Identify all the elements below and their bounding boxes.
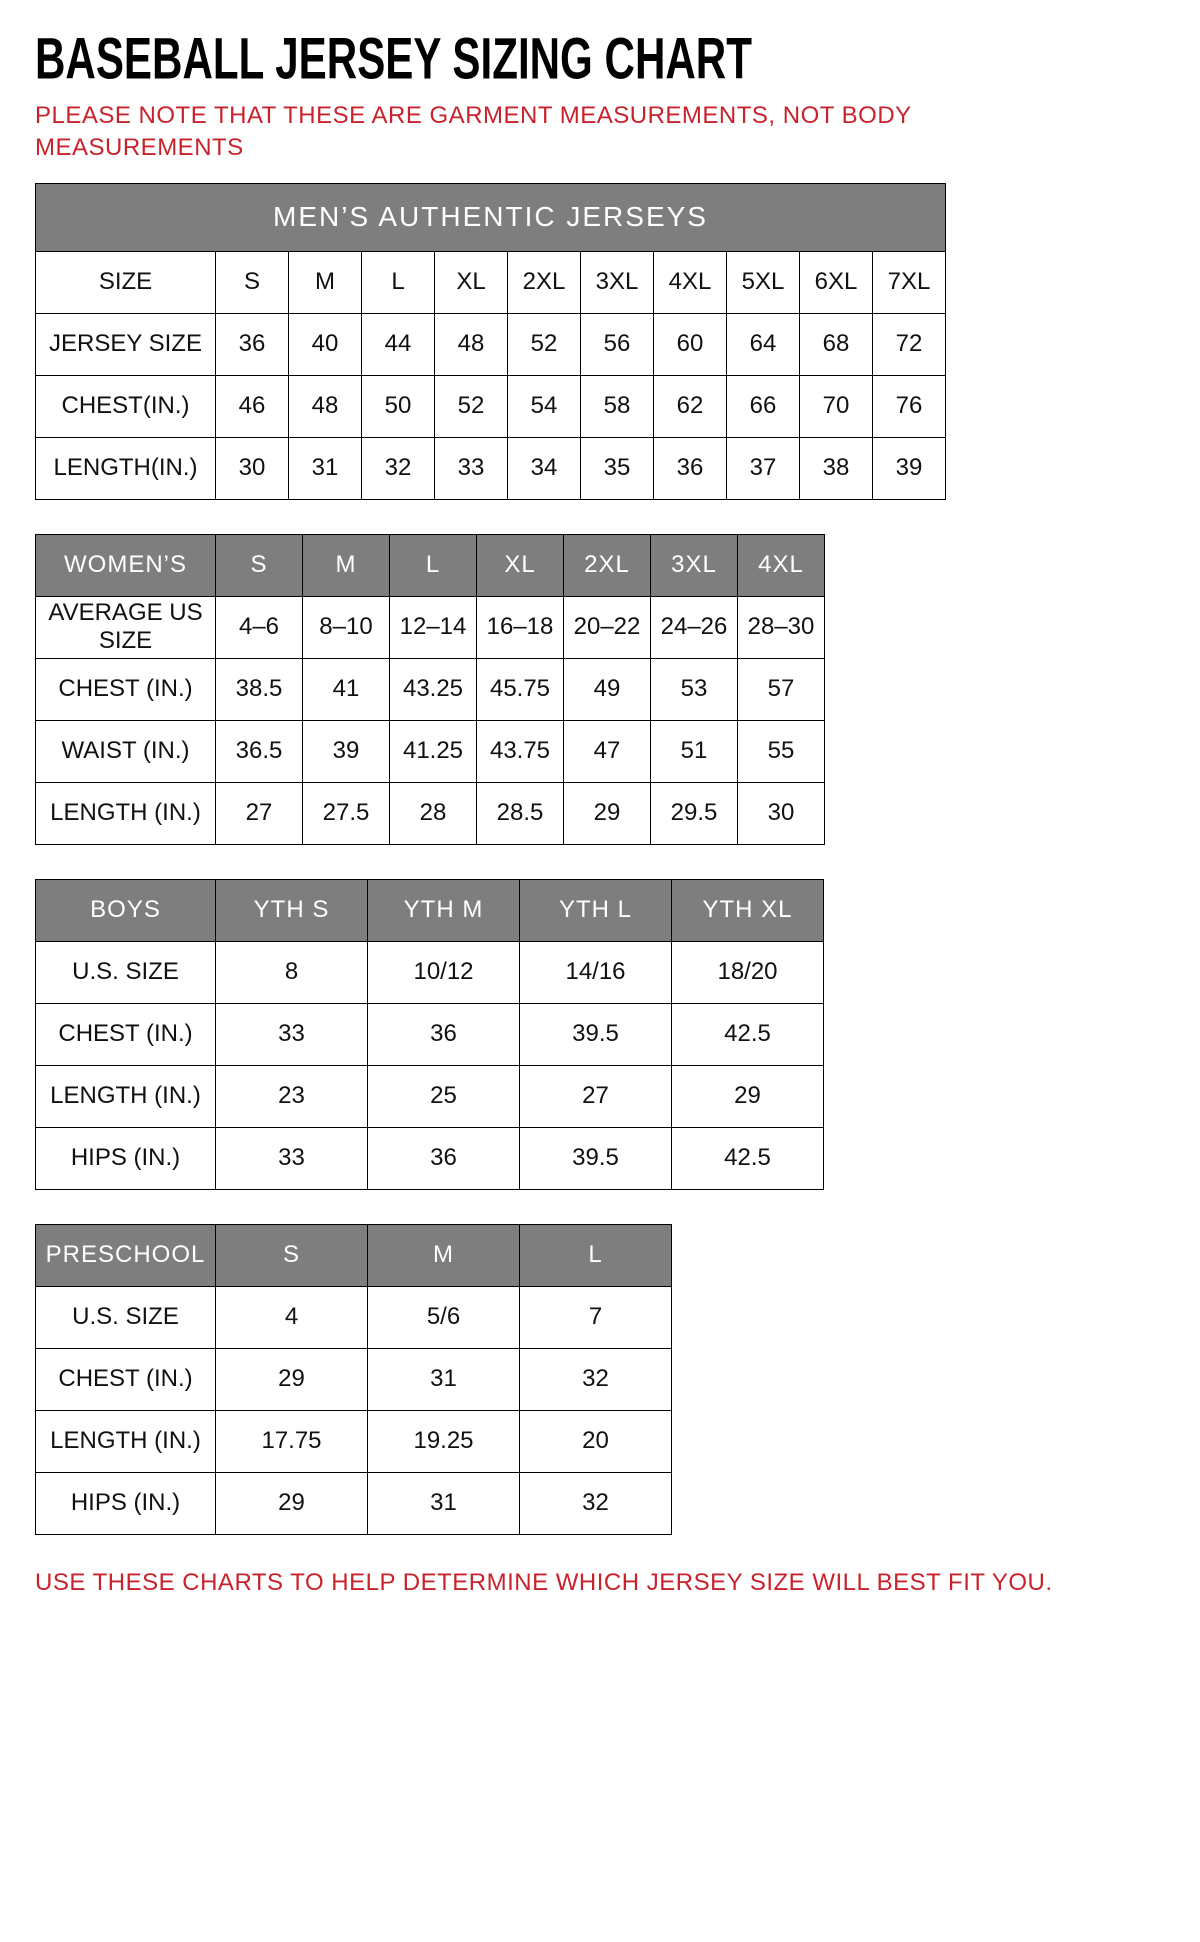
preschool-row-label: LENGTH (IN.) [36, 1410, 216, 1472]
mens-value-cell: 31 [289, 437, 362, 499]
boys-value-cell: 8 [216, 941, 368, 1003]
preschool-value-cell: 5/6 [368, 1286, 520, 1348]
boys-column-header: YTH S [216, 879, 368, 941]
womens-column-header: M [303, 534, 390, 596]
mens-row-label: LENGTH(IN.) [36, 437, 216, 499]
boys-value-cell: 42.5 [672, 1003, 824, 1065]
womens-value-cell: 29.5 [651, 782, 738, 844]
womens-sizing-table [35, 534, 1165, 845]
mens-value-cell: 48 [289, 375, 362, 437]
mens-value-cell: XL [435, 251, 508, 313]
boys-row [36, 1065, 824, 1127]
boys-row-label: LENGTH (IN.) [36, 1065, 216, 1127]
boys-row [36, 941, 824, 1003]
mens-value-cell: 66 [727, 375, 800, 437]
preschool-header-row [36, 1224, 672, 1286]
boys-column-header: YTH M [368, 879, 520, 941]
womens-value-cell: 28–30 [738, 596, 825, 658]
preschool-row [36, 1472, 672, 1534]
womens-value-cell: 24–26 [651, 596, 738, 658]
preschool-row [36, 1410, 672, 1472]
womens-row-label: AVERAGE US SIZE [36, 596, 216, 658]
womens-value-cell: 43.75 [477, 720, 564, 782]
womens-value-cell: 41 [303, 658, 390, 720]
boys-header-label: BOYS [36, 879, 216, 941]
boys-value-cell: 42.5 [672, 1127, 824, 1189]
mens-row-label: SIZE [36, 251, 216, 313]
womens-value-cell: 47 [564, 720, 651, 782]
mens-value-cell: 35 [581, 437, 654, 499]
preschool-value-cell: 32 [520, 1472, 672, 1534]
womens-value-cell: 8–10 [303, 596, 390, 658]
mens-value-cell: 4XL [654, 251, 727, 313]
mens-value-cell: 64 [727, 313, 800, 375]
womens-value-cell: 28.5 [477, 782, 564, 844]
boys-row-label: CHEST (IN.) [36, 1003, 216, 1065]
womens-value-cell: 16–18 [477, 596, 564, 658]
mens-banner: MEN’S AUTHENTIC JERSEYS [36, 183, 946, 251]
womens-row [36, 596, 825, 658]
womens-column-header: 3XL [651, 534, 738, 596]
mens-row-label: CHEST(IN.) [36, 375, 216, 437]
mens-value-cell: 32 [362, 437, 435, 499]
womens-row-label: CHEST (IN.) [36, 658, 216, 720]
mens-row [36, 375, 946, 437]
boys-value-cell: 27 [520, 1065, 672, 1127]
preschool-header-label: PRESCHOOL [36, 1224, 216, 1286]
mens-authentic-jerseys-table [35, 183, 1165, 500]
preschool-sizing-table [35, 1224, 1165, 1535]
mens-value-cell: 2XL [508, 251, 581, 313]
mens-value-cell: 6XL [800, 251, 873, 313]
womens-value-cell: 43.25 [390, 658, 477, 720]
boys-value-cell: 14/16 [520, 941, 672, 1003]
boys-value-cell: 33 [216, 1003, 368, 1065]
preschool-table [35, 1224, 672, 1535]
boys-row-label: HIPS (IN.) [36, 1127, 216, 1189]
boys-value-cell: 36 [368, 1127, 520, 1189]
footer-note: USE THESE CHARTS TO HELP DETERMINE WHICH JERSEY SIZE WILL BEST FIT YOU. [35, 1568, 1053, 1596]
womens-value-cell: 30 [738, 782, 825, 844]
womens-value-cell: 36.5 [216, 720, 303, 782]
preschool-value-cell: 31 [368, 1348, 520, 1410]
preschool-column-header: S [216, 1224, 368, 1286]
womens-value-cell: 45.75 [477, 658, 564, 720]
womens-value-cell: 38.5 [216, 658, 303, 720]
preschool-value-cell: 4 [216, 1286, 368, 1348]
womens-row [36, 782, 825, 844]
womens-row-label: WAIST (IN.) [36, 720, 216, 782]
womens-column-header: L [390, 534, 477, 596]
mens-table [35, 183, 946, 500]
preschool-value-cell: 17.75 [216, 1410, 368, 1472]
mens-value-cell: 37 [727, 437, 800, 499]
boys-row [36, 1127, 824, 1189]
womens-table [35, 534, 825, 845]
boys-header-row [36, 879, 824, 941]
mens-value-cell: 54 [508, 375, 581, 437]
boys-column-header: YTH XL [672, 879, 824, 941]
boys-value-cell: 10/12 [368, 941, 520, 1003]
boys-value-cell: 36 [368, 1003, 520, 1065]
garment-measurement-note: PLEASE NOTE THAT THESE ARE GARMENT MEASUREMENTS, NOT BODY MEASUREMENTS [35, 102, 912, 162]
mens-value-cell: 72 [873, 313, 946, 375]
preschool-value-cell: 19.25 [368, 1410, 520, 1472]
preschool-row-label: U.S. SIZE [36, 1286, 216, 1348]
womens-value-cell: 41.25 [390, 720, 477, 782]
mens-value-cell: 40 [289, 313, 362, 375]
preschool-value-cell: 31 [368, 1472, 520, 1534]
mens-value-cell: 7XL [873, 251, 946, 313]
womens-value-cell: 4–6 [216, 596, 303, 658]
preschool-value-cell: 32 [520, 1348, 672, 1410]
mens-value-cell: 76 [873, 375, 946, 437]
womens-header-label: WOMEN’S [36, 534, 216, 596]
mens-value-cell: 33 [435, 437, 508, 499]
boys-row-label: U.S. SIZE [36, 941, 216, 1003]
womens-value-cell: 55 [738, 720, 825, 782]
boys-value-cell: 33 [216, 1127, 368, 1189]
mens-value-cell: 5XL [727, 251, 800, 313]
mens-value-cell: 50 [362, 375, 435, 437]
boys-value-cell: 39.5 [520, 1003, 672, 1065]
mens-value-cell: 62 [654, 375, 727, 437]
mens-value-cell: 30 [216, 437, 289, 499]
boys-sizing-table [35, 879, 1165, 1190]
mens-value-cell: M [289, 251, 362, 313]
mens-value-cell: 70 [800, 375, 873, 437]
womens-value-cell: 39 [303, 720, 390, 782]
mens-value-cell: 68 [800, 313, 873, 375]
womens-column-header: S [216, 534, 303, 596]
preschool-row-label: CHEST (IN.) [36, 1348, 216, 1410]
womens-column-header: 4XL [738, 534, 825, 596]
boys-column-header: YTH L [520, 879, 672, 941]
womens-value-cell: 27 [216, 782, 303, 844]
mens-value-cell: 34 [508, 437, 581, 499]
womens-row [36, 658, 825, 720]
mens-value-cell: 3XL [581, 251, 654, 313]
mens-value-cell: 60 [654, 313, 727, 375]
mens-value-cell: 38 [800, 437, 873, 499]
womens-value-cell: 20–22 [564, 596, 651, 658]
mens-value-cell: 48 [435, 313, 508, 375]
mens-value-cell: S [216, 251, 289, 313]
mens-value-cell: 36 [216, 313, 289, 375]
mens-row [36, 437, 946, 499]
mens-row [36, 313, 946, 375]
boys-value-cell: 25 [368, 1065, 520, 1127]
womens-value-cell: 57 [738, 658, 825, 720]
womens-value-cell: 49 [564, 658, 651, 720]
womens-value-cell: 28 [390, 782, 477, 844]
womens-value-cell: 27.5 [303, 782, 390, 844]
womens-row [36, 720, 825, 782]
boys-table [35, 879, 824, 1190]
womens-column-header: XL [477, 534, 564, 596]
preschool-value-cell: 7 [520, 1286, 672, 1348]
preschool-value-cell: 20 [520, 1410, 672, 1472]
preschool-row-label: HIPS (IN.) [36, 1472, 216, 1534]
preschool-column-header: M [368, 1224, 520, 1286]
mens-value-cell: 46 [216, 375, 289, 437]
womens-column-header: 2XL [564, 534, 651, 596]
mens-value-cell: 52 [435, 375, 508, 437]
boys-value-cell: 23 [216, 1065, 368, 1127]
mens-row-label: JERSEY SIZE [36, 313, 216, 375]
womens-value-cell: 12–14 [390, 596, 477, 658]
boys-value-cell: 18/20 [672, 941, 824, 1003]
preschool-value-cell: 29 [216, 1472, 368, 1534]
womens-value-cell: 53 [651, 658, 738, 720]
page-title: BASEBALL JERSEY SIZING CHART [35, 26, 752, 92]
womens-value-cell: 29 [564, 782, 651, 844]
mens-value-cell: 58 [581, 375, 654, 437]
preschool-row [36, 1286, 672, 1348]
preschool-column-header: L [520, 1224, 672, 1286]
mens-value-cell: 44 [362, 313, 435, 375]
mens-banner-row [36, 183, 946, 251]
mens-value-cell: L [362, 251, 435, 313]
preschool-value-cell: 29 [216, 1348, 368, 1410]
boys-value-cell: 39.5 [520, 1127, 672, 1189]
mens-value-cell: 56 [581, 313, 654, 375]
mens-row [36, 251, 946, 313]
mens-value-cell: 52 [508, 313, 581, 375]
womens-row-label: LENGTH (IN.) [36, 782, 216, 844]
boys-row [36, 1003, 824, 1065]
womens-value-cell: 51 [651, 720, 738, 782]
preschool-row [36, 1348, 672, 1410]
mens-value-cell: 36 [654, 437, 727, 499]
boys-value-cell: 29 [672, 1065, 824, 1127]
mens-value-cell: 39 [873, 437, 946, 499]
womens-header-row [36, 534, 825, 596]
